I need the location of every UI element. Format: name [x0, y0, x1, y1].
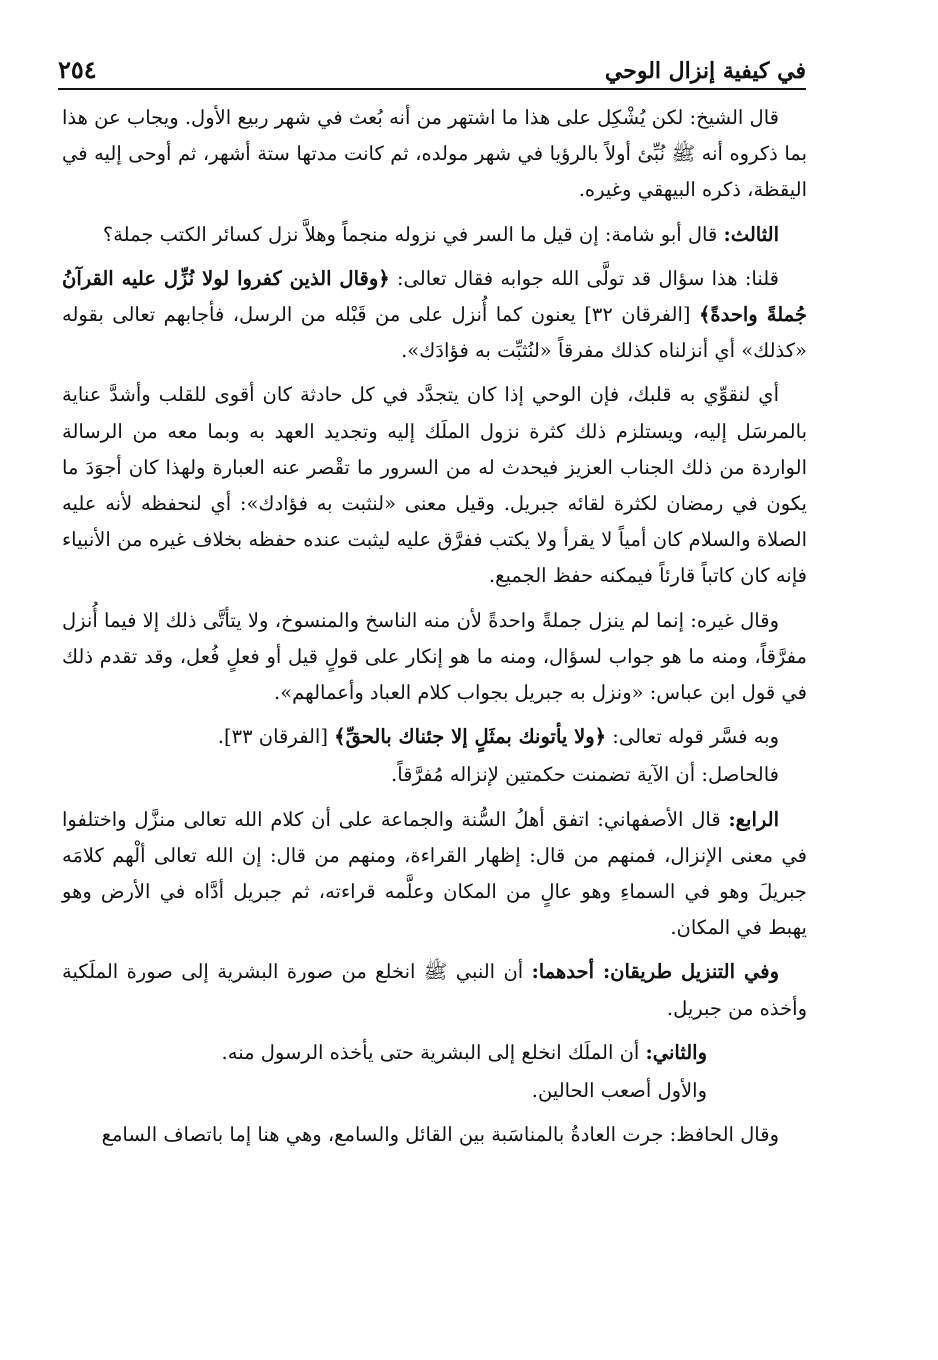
running-title: في كيفية إنزال الوحي [604, 58, 806, 84]
paragraph-9 [62, 954, 807, 1026]
paragraph-text: قلنا: هذا سؤال قد تولَّى الله جوابه فقال تعالى: [389, 266, 779, 290]
paragraph-7 [62, 757, 807, 793]
paragraph-text: قال الأصفهاني: اتفق أهلُ السُّنة والجماعة على أن كلام الله تعالى منزَّل واختلفوا في معنى الإنزال، فمنهم من قال: إظهار القراءة، ومنهم من قال: إن الله تعالى ألْهم كلامَه جبريلَ وهو في السماءِ وهو عالٍ من المكان وعلَّمه قراءته، ثم جبريل أدَّاه في الأرض وهو يهبط في المكان. [62, 807, 807, 940]
paragraph-11 [62, 1073, 807, 1109]
page-header [58, 48, 806, 90]
paragraph-4 [62, 377, 807, 594]
paragraph-text: [الفرقان ٣٣]. [217, 725, 335, 749]
section-lead: والثاني: [645, 1040, 707, 1064]
paragraph-6 [62, 719, 807, 755]
paragraph-text: والأول أصعب الحالين. [531, 1079, 707, 1103]
quran-verse: ﴿وقال الذين كفروا لولا نُزِّل عليه القرآنُ جُملةً واحدةً﴾ [62, 266, 807, 327]
page-body [62, 100, 807, 1161]
paragraph-text: وقال الحافظ: جرت العادةُ بالمناسَبة بين القائل والسامع، وهي هنا إما باتصاف السامع [101, 1123, 779, 1147]
paragraph-text: أي لنقوِّي به قلبك، فإن الوحي إذا كان يتجدَّد في كل حادثة كان أقوى للقلب وأشدَّ عناية بالمرسَل إليه، ويستلزم ذلك كثرة نزول الملَك إليه وتجديد العهد به وبما معه من الرسالة الواردة من ذلك الجناب العزيز فيحدث له من السرور ما تقْصر عنه العبارة ولهذا كان أجوَدَ ما يكون في رمضان لكثرة لقائه جبريل. وقيل معنى «لنثبت به فؤادك»: أي لنحفظه لأنه عليه الصلاة والسلام كان أمياً لا يقرأ ولا يكتب ففرَّق عليه ليثبت عنده حفظه بخلاف غيره من الأنبياء فإنه كان كاتباً قارئاً فيمكنه حفظ الجميع. [62, 383, 807, 588]
paragraph-text: فالحاصل: أن الآية تضمنت حكمتين لإنزاله مُفرَّقاً. [391, 763, 779, 787]
paragraph-text: وقال غيره: إنما لم ينزل جملةً واحدةً لأن منه الناسخ والمنسوخ، ولا يتأتَّى ذلك إلا فيما أُنزل مفرَّقاً، ومنه ما هو جواب لسؤال، ومنه ما هو إنكار على قولٍ قيل أو فعلٍ فُعل، وقد تقدم ذلك في قول ابن عباس: «ونزل به جبريل بجواب كلام العباد وأعمالهم». [62, 608, 807, 705]
paragraph-text: قال الشيخ: لكن يُشْكِل على هذا ما اشتهر من أنه بُعث في شهر ربيع الأول. ويجاب عن هذا بما ذكروه أنه ﷺ نُبِّئ أولاً بالرؤيا في شهر مولده، ثم كانت مدتها ستة أشهر، ثم أوحى إليه في اليقظة، ذكره البيهقي وغيره. [62, 106, 807, 202]
page-number: ٢٥٤ [58, 55, 97, 84]
paragraph-text: وبه فسَّر قوله تعالى: [606, 725, 779, 749]
paragraph-8 [62, 802, 807, 947]
paragraph-1 [62, 100, 807, 209]
paragraph-3 [62, 261, 807, 370]
paragraph-text: قال أبو شامة: إن قيل ما السر في نزوله منجماً وهلاَّ نزل كسائر الكتب جملة؟ [102, 222, 724, 246]
paragraph-text: أن النبي ﷺ انخلع من صورة البشرية إلى صورة الملَكية وأخذه من جبريل. [62, 960, 807, 1020]
section-lead: وفي التنزيل طريقان: أحدهما: [531, 960, 779, 984]
quran-verse: ﴿ولا يأتونك بمثَلٍ إلا جئناك بالحقِّ﴾ [334, 725, 607, 749]
paragraph-text: أن الملَك انخلع إلى البشرية حتى يأخذه الرسول منه. [221, 1040, 646, 1064]
paragraph-2 [62, 217, 807, 253]
section-lead: الرابع: [728, 807, 779, 831]
paragraph-text: [الفرقان ٣٢] يعنون كما أُنزل على من قَبْله من الرسل، فأجابهم تعالى بقوله «كذلك» أي أنزلناه كذلك مفرقاً «لنُثبِّت به فؤادَك». [62, 303, 807, 363]
paragraph-10 [62, 1035, 807, 1071]
section-lead: الثالث: [723, 222, 779, 246]
paragraph-5 [62, 603, 807, 712]
paragraph-12 [62, 1117, 807, 1153]
